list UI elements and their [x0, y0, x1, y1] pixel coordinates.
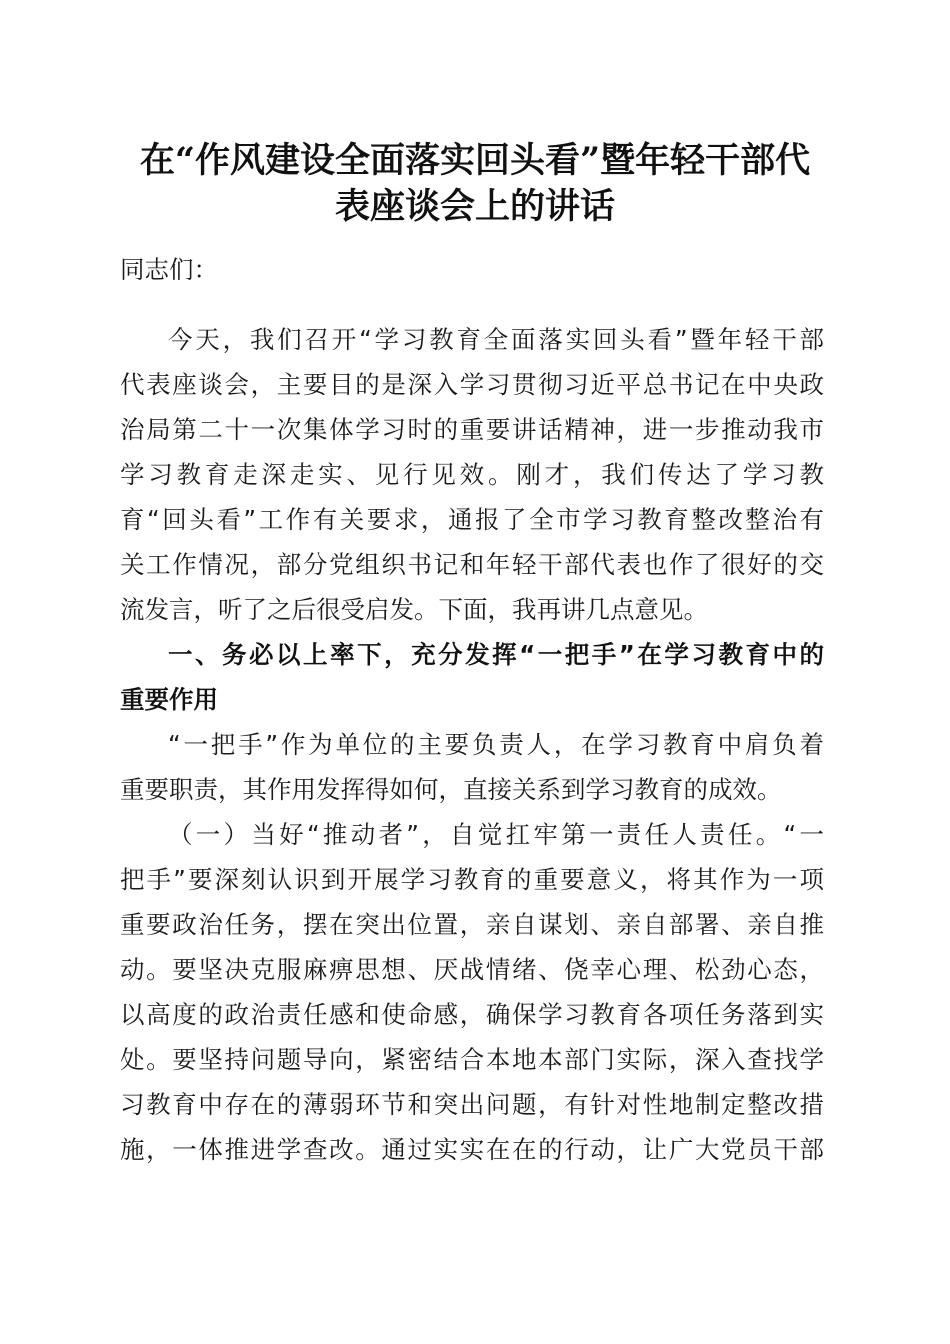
paragraph-line: （一）当好“推动者”，自觉扛牢第一责任人责任。“一 [168, 820, 824, 849]
paragraph-line: “一把手”作为单位的主要负责人，在学习教育中肩负着 [168, 730, 824, 759]
paragraph-line: 动。要坚决克服麻痹思想、厌战情绪、侥幸心理、松劲心态， [120, 955, 824, 984]
paragraph-line: 育“回头看”工作有关要求，通报了全市学习教育整改整治有 [120, 505, 824, 534]
paragraph-line: 重要政治任务，摆在突出位置，亲自谋划、亲自部署、亲自推 [120, 910, 824, 939]
paragraph-line: 学习教育走深走实、见行见效。刚才，我们传达了学习教 [120, 460, 824, 489]
section-heading: 一、务必以上率下，充分发挥“一把手”在学习教育中的 [168, 640, 824, 669]
paragraph-line: 施，一体推进学查改。通过实实在在的行动，让广大党员干部 [120, 1135, 824, 1164]
paragraph-line: 以高度的政治责任感和使命感，确保学习教育各项任务落到实 [120, 1000, 824, 1029]
paragraph-line: 关工作情况，部分党组织书记和年轻干部代表也作了很好的交 [120, 550, 824, 579]
paragraph-line: 流发言，听了之后很受启发。下面，我再讲几点意见。 [120, 595, 708, 624]
paragraph-line: 今天，我们召开“学习教育全面落实回头看”暨年轻干部 [168, 325, 824, 354]
paragraph-line: 习教育中存在的薄弱环节和突出问题，有针对性地制定整改措 [120, 1090, 824, 1119]
paragraph-line: 治局第二十一次集体学习时的重要讲话精神，进一步推动我市 [120, 415, 824, 444]
paragraph-line: 把手”要深刻认识到开展学习教育的重要意义，将其作为一项 [120, 865, 824, 894]
paragraph-line: 代表座谈会，主要目的是深入学习贯彻习近平总书记在中央政 [120, 370, 824, 399]
paragraph-line: 重要职责，其作用发挥得如何，直接关系到学习教育的成效。 [120, 775, 782, 804]
section-heading: 重要作用 [120, 685, 218, 714]
greeting: 同志们： [120, 255, 218, 284]
title-line-2: 表座谈会上的讲话 [334, 186, 615, 227]
paragraph-line: 处。要坚持问题导向，紧密结合本地本部门实际，深入查找学 [120, 1045, 824, 1074]
title-line-1: 在“作风建设全面落实回头看”暨年轻干部代 [139, 140, 811, 181]
